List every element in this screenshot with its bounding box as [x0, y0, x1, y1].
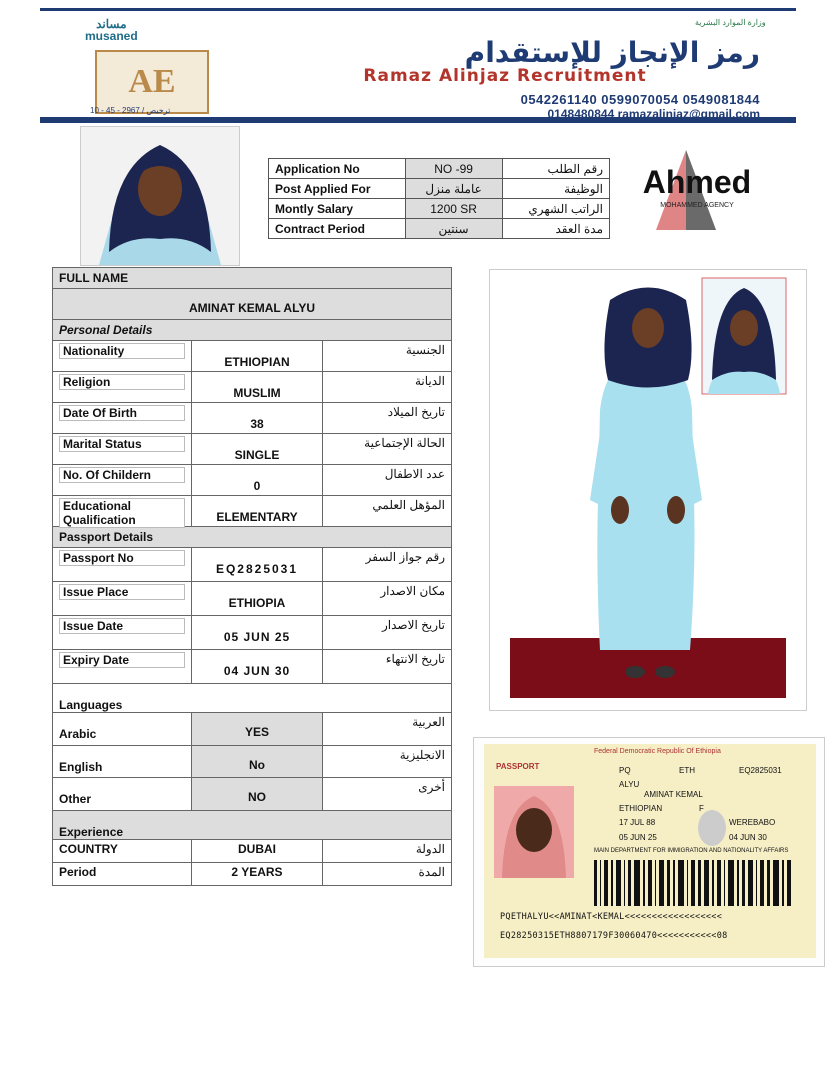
agency-subtitle: MOHAMMED AGENCY: [660, 202, 734, 209]
passport-details-label: Passport Details: [53, 527, 451, 547]
passport-dob: 17 JUL 88: [619, 818, 656, 827]
application-info-table: [268, 158, 610, 239]
field-label: Religion: [59, 374, 185, 390]
info-value: NO -99: [405, 159, 502, 179]
field-value: 38: [191, 403, 323, 433]
experience-header: [53, 810, 451, 839]
musaned-en: musaned: [85, 29, 138, 43]
info-label: Contract Period: [269, 219, 406, 239]
portrait-photo: [80, 126, 240, 266]
field-label: Other: [59, 792, 92, 806]
info-label-ar: رقم الطلب: [502, 159, 609, 179]
info-label: Application No: [269, 159, 406, 179]
passport-surname: ALYU: [619, 780, 640, 789]
field-label-ar: تاريخ الميلاد: [387, 405, 445, 419]
info-value: 1200 SR: [405, 199, 502, 219]
field-value: No: [191, 746, 323, 777]
passport-header: Federal Democratic Republic Of Ethiopia: [594, 748, 721, 755]
experience-row: [53, 839, 451, 862]
field-label: Expiry Date: [59, 652, 185, 668]
passport-row: [53, 581, 451, 615]
full-name-label: FULL NAME: [53, 268, 451, 288]
passport-details-header: [53, 526, 451, 547]
field-label: Date Of Birth: [59, 405, 185, 421]
field-label-cell: [53, 582, 191, 615]
languages-header: [53, 683, 451, 712]
field-label-ar: عدد الاطفال: [384, 467, 445, 481]
language-row: [53, 777, 451, 810]
passport-sex: F: [699, 804, 704, 813]
header-banner: [40, 8, 796, 123]
field-label-cell: [53, 465, 191, 495]
field-label-ar: الحالة الإجتماعية: [364, 436, 445, 450]
company-title-en: Ramaz Alinjaz Recruitment: [363, 66, 647, 86]
field-label: Educational Qualification: [59, 498, 185, 528]
field-label-ar: مكان الاصدار: [380, 584, 445, 598]
passport-issue-date: 05 JUN 25: [619, 833, 657, 842]
passport-nationality: ETHIOPIAN: [619, 804, 663, 813]
field-label-ar: الدولة: [415, 842, 445, 856]
passport-number: EQ2825031: [739, 766, 782, 775]
field-value: DUBAI: [191, 840, 323, 862]
field-label-ar: الانجليزية: [399, 748, 445, 762]
experience-label: Experience: [59, 825, 124, 839]
passport-expiry-date: 04 JUN 30: [729, 833, 767, 842]
personal-details-label: Personal Details: [53, 320, 451, 340]
field-value: 05 JUN 25: [191, 616, 323, 649]
info-row: [269, 179, 610, 199]
field-label-cell: [53, 650, 191, 683]
passport-authority: MAIN DEPARTMENT FOR IMMIGRATION AND NATIONALITY AFFAIRS: [594, 848, 789, 854]
field-value: EQ2825031: [191, 548, 323, 581]
field-value: 04 JUN 30: [191, 650, 323, 683]
field-label-ar: أخرى: [418, 780, 445, 794]
info-label: Montly Salary: [269, 199, 406, 219]
company-title-ar: رمز الإنجاز للإستقدام: [464, 36, 760, 69]
full-name-value: AMINAT KEMAL ALYU: [53, 289, 451, 319]
full-body-photo: [489, 269, 807, 711]
phone-numbers: 0542261140 0599070054 0549081844: [520, 92, 760, 107]
personal-row: [53, 433, 451, 464]
mrz-line-2: EQ28250315ETH8807179F30060470<<<<<<<<<<<08: [500, 931, 728, 941]
field-label: No. Of Childern: [59, 467, 185, 483]
passport-row: [53, 649, 451, 683]
field-label-ar: الجنسية: [405, 343, 445, 357]
field-value: ETHIOPIAN: [191, 341, 323, 371]
field-value: 2 YEARS: [191, 863, 323, 885]
ministry-logo: وزارة الموارد البشرية: [695, 18, 766, 27]
field-label-cell: [53, 616, 191, 649]
field-label-cell: [53, 434, 191, 464]
info-label-ar: الوظيفة: [502, 179, 609, 199]
field-label-ar: تاريخ الاصدار: [381, 618, 445, 632]
info-value: سنتين: [405, 219, 502, 239]
field-label-ar: تاريخ الانتهاء: [385, 652, 445, 666]
personal-row: [53, 371, 451, 402]
passport-pob: WEREBABO: [729, 818, 776, 827]
field-label: Issue Date: [59, 618, 185, 634]
field-label-ar: المؤهل العلمي: [372, 498, 445, 512]
field-label-ar: العربية: [412, 715, 445, 729]
full-name-row: [53, 288, 451, 319]
cv-form: [52, 267, 452, 886]
experience-row: [53, 862, 451, 885]
passport-scan: [473, 737, 825, 967]
info-value: عاملة منزل: [405, 179, 502, 199]
field-label-cell: [53, 341, 191, 371]
info-row: [269, 159, 610, 179]
personal-row: [53, 464, 451, 495]
passport-type-label: PASSPORT: [496, 762, 540, 771]
passport-row: [53, 547, 451, 581]
company-logo: [95, 50, 209, 114]
field-label: Nationality: [59, 343, 185, 359]
personal-row: [53, 495, 451, 526]
license-number: ترخيص / 2967 - 45 - 10: [90, 106, 171, 115]
portrait-image: [81, 127, 239, 265]
passport-row: [53, 615, 451, 649]
personal-row: [53, 402, 451, 433]
passport-given-names: AMINAT KEMAL: [644, 790, 703, 799]
mrz-line-1: PQETHALYU<<AMINAT<KEMAL<<<<<<<<<<<<<<<<<<: [500, 912, 723, 922]
banner-top-line: [40, 8, 796, 11]
field-label-ar: رقم جواز السفر: [365, 550, 445, 564]
field-value: ETHIOPIA: [191, 582, 323, 615]
info-label-ar: مدة العقد: [502, 219, 609, 239]
languages-label: Languages: [59, 698, 123, 712]
field-label-cell: [53, 548, 191, 581]
musaned-ar: مساند: [96, 17, 127, 31]
field-label: Arabic: [59, 727, 97, 741]
field-label: English: [59, 760, 103, 774]
personal-row: [53, 340, 451, 371]
field-label: Passport No: [59, 550, 185, 566]
field-value: SINGLE: [191, 434, 323, 464]
field-value: MUSLIM: [191, 372, 323, 402]
info-label-ar: الراتب الشهري: [502, 199, 609, 219]
field-label-cell: [53, 496, 191, 526]
passport-country: ETH: [679, 766, 695, 775]
field-value: ELEMENTARY: [191, 496, 323, 526]
passport-type: PQ: [619, 766, 631, 775]
field-value: NO: [191, 778, 323, 810]
field-label: Marital Status: [59, 436, 185, 452]
musaned-logo: [85, 18, 138, 42]
field-label-cell: [53, 372, 191, 402]
language-row: [53, 745, 451, 777]
full-body-image: [490, 270, 806, 710]
info-row: [269, 219, 610, 239]
field-value: 0: [191, 465, 323, 495]
field-value: YES: [191, 713, 323, 745]
field-label-ar: المدة: [418, 865, 445, 879]
field-label-ar: الديانة: [414, 374, 445, 388]
field-label: Period: [59, 865, 97, 879]
full-name-label-row: [53, 268, 451, 288]
logo-letters: AE: [128, 63, 176, 100]
field-label: Issue Place: [59, 584, 185, 600]
field-label: COUNTRY: [59, 842, 118, 856]
info-row: [269, 199, 610, 219]
info-label: Post Applied For: [269, 179, 406, 199]
contact-line: 0148480844 ramazalinjaz@gmail.com: [547, 107, 760, 121]
agency-logo: [632, 150, 762, 235]
language-row: [53, 712, 451, 745]
personal-details-header: [53, 319, 451, 340]
agency-name: Ahmed: [642, 164, 752, 200]
field-label-cell: [53, 403, 191, 433]
